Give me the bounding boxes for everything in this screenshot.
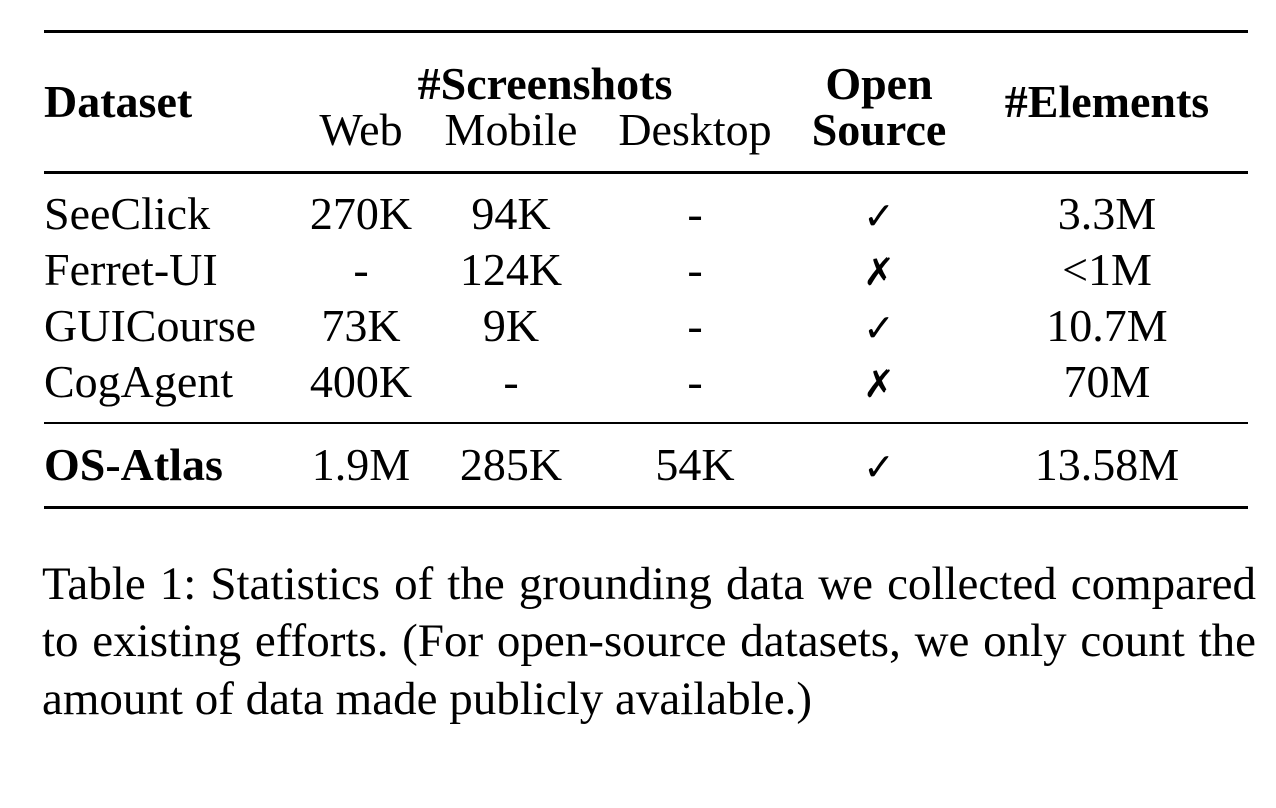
cross-mark-icon: ✗	[863, 362, 895, 406]
cell-desktop: 54K	[655, 439, 735, 490]
header-open-source-line2: Source	[811, 104, 947, 155]
cell-dataset: CogAgent	[44, 356, 234, 407]
header-desktop: Desktop	[618, 104, 772, 155]
header-web: Web	[319, 104, 403, 155]
table-row	[44, 173, 1248, 243]
cell-mobile: 285K	[459, 439, 563, 490]
check-mark-icon: ✓	[863, 445, 895, 489]
table-header-row-1	[44, 32, 1248, 108]
cell-mobile: 124K	[459, 244, 563, 295]
cell-desktop: -	[687, 188, 703, 239]
cell-dataset-highlight: OS-Atlas	[44, 439, 223, 490]
dataset-statistics-table	[44, 30, 1248, 509]
table-row	[44, 298, 1248, 354]
cell-elements: 10.7M	[1046, 300, 1168, 351]
caption-label: Table 1:	[42, 558, 197, 610]
header-screenshots-group: #Screenshots	[417, 58, 673, 109]
table-row	[44, 242, 1248, 298]
cell-desktop: -	[687, 300, 703, 351]
header-elements: #Elements	[1004, 76, 1210, 127]
header-dataset: Dataset	[44, 76, 193, 127]
cell-elements: 70M	[1063, 356, 1151, 407]
cell-mobile: 94K	[471, 188, 551, 239]
table-body	[44, 173, 1248, 424]
check-mark-icon: ✓	[863, 306, 895, 350]
cell-dataset: SeeClick	[44, 188, 211, 239]
header-mobile: Mobile	[444, 104, 578, 155]
header-open-source-line1: Open	[825, 58, 933, 109]
cell-mobile: -	[503, 356, 519, 407]
cell-web: 270K	[309, 188, 413, 239]
cell-mobile: 9K	[482, 300, 540, 351]
caption-text: Statistics of the grounding data we collected compared to existing efforts. (For open-source datasets, we only count the amount of data made publicly available.)	[42, 558, 1257, 725]
check-mark-icon: ✓	[863, 194, 895, 238]
cross-mark-icon: ✗	[863, 250, 895, 294]
table-caption	[42, 556, 1256, 728]
cell-dataset: Ferret-UI	[44, 244, 218, 295]
table-row-highlight	[44, 423, 1248, 508]
cell-dataset: GUICourse	[44, 300, 257, 351]
cell-web: -	[353, 244, 369, 295]
cell-desktop: -	[687, 356, 703, 407]
cell-desktop: -	[687, 244, 703, 295]
table-body-highlight	[44, 423, 1248, 508]
cell-web: 400K	[309, 356, 413, 407]
cell-elements: 3.3M	[1057, 188, 1157, 239]
cell-elements: <1M	[1062, 244, 1152, 295]
cell-elements: 13.58M	[1034, 439, 1180, 490]
cell-web: 73K	[321, 300, 401, 351]
cell-web: 1.9M	[311, 439, 411, 490]
table-row	[44, 354, 1248, 423]
